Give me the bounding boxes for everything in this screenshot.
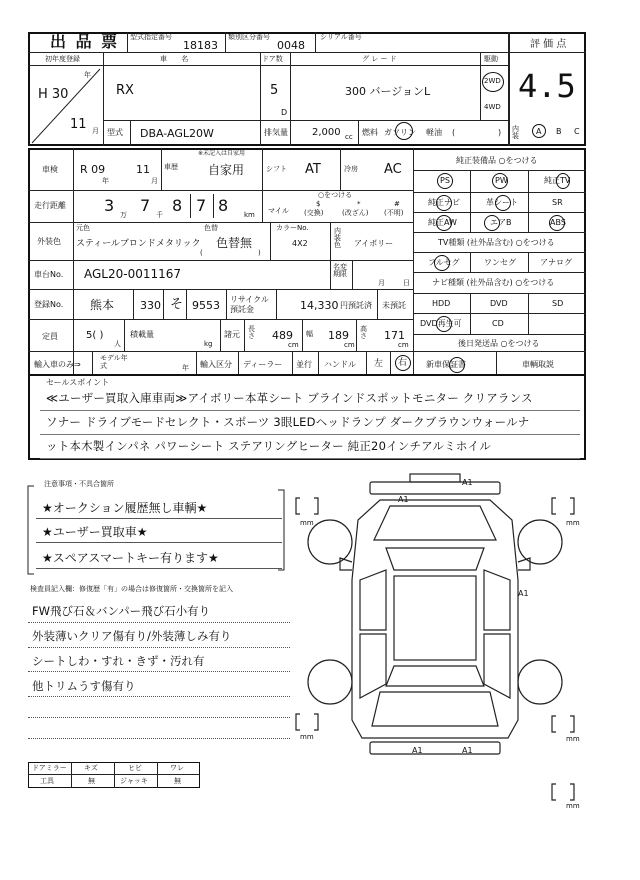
car-damage-diagram [290, 470, 596, 810]
interior-b: B [556, 127, 562, 136]
missing-r1: 工具 [40, 777, 54, 785]
grade: 300 バージョンL [345, 85, 431, 98]
inspector-line-2: 外装薄いクリア傷有り/外装薄しみ有り [32, 629, 232, 643]
recycle-unit: 円預託済 [340, 301, 372, 310]
mileage-mile: マイル [268, 207, 289, 215]
divider [28, 374, 586, 376]
equip-pw-circle [492, 173, 508, 189]
equip-leather: 革シート [486, 198, 518, 207]
capacity-unit: 人 [114, 340, 121, 348]
divider [92, 351, 93, 374]
interior-label: 内装 [512, 125, 519, 140]
len-label: 長さ [248, 325, 255, 340]
damage-mark: A1 [398, 495, 409, 504]
plate-kana: そ [170, 297, 184, 312]
missing-r2: 無 [88, 777, 95, 785]
model-year-unit: 年 [182, 364, 189, 372]
color-change: 色替無 [216, 236, 253, 250]
divider [40, 410, 580, 411]
equip-abs: ABS [550, 218, 566, 227]
tire-unit: mm [300, 733, 314, 741]
divider [528, 170, 529, 232]
divider [36, 568, 282, 569]
missing-h4: ワレ [170, 764, 184, 772]
color-orig-label: 元色 [76, 224, 90, 232]
mileage-d2: 7 [140, 196, 151, 215]
recycle: 14,330 [300, 299, 339, 312]
ac: AC [384, 162, 402, 177]
equip-leather-circle [495, 195, 511, 211]
divider [413, 212, 586, 213]
divider [28, 289, 413, 290]
fuel: ガソリン [384, 128, 416, 137]
recycle-unpaid: 未預託 [382, 301, 406, 310]
mileage-sen: 千 [156, 211, 163, 219]
tire-unit: mm [566, 735, 580, 743]
import-dealer: ディーラー [243, 360, 283, 369]
missing-h3: ヒビ [128, 764, 142, 772]
doors-suffix: D [281, 108, 288, 117]
divider [496, 351, 497, 374]
tv-full: フルセグ [428, 258, 460, 267]
model-year-label: モデル年式 [100, 354, 128, 371]
equip-abs-circle [549, 215, 565, 231]
navi-dvd: DVD [490, 299, 508, 308]
type-no: 18183 [183, 39, 218, 52]
divider [28, 222, 413, 223]
sales-line-2: ソナー ドライブモードセレクト・スポーツ 3眼LEDヘッドランプ ダークブラウンウォールナ [46, 415, 530, 429]
divider [196, 351, 197, 374]
handle-left: 左 [374, 359, 384, 369]
light-paren: ( [452, 128, 456, 137]
load-unit: kg [204, 340, 213, 348]
missing-r3: ジャッキ [120, 777, 148, 785]
divider [318, 351, 319, 374]
ac-label: 冷房 [344, 165, 358, 173]
sales-label: セールスポイント [46, 378, 110, 387]
mileage-d1: 3 [104, 196, 115, 215]
divider [133, 289, 134, 319]
divider [40, 434, 580, 435]
inspector-line-3: シートしわ・すれ・きず・汚れ有 [32, 654, 205, 668]
divider [302, 319, 303, 351]
dotted-line [28, 696, 290, 697]
divider [244, 319, 245, 351]
divider [186, 289, 187, 319]
chassis: AGL20-0011167 [84, 267, 182, 281]
divider [103, 120, 508, 121]
divider [161, 148, 162, 190]
divider [260, 52, 261, 146]
color-no: 4X2 [292, 239, 308, 248]
divider [270, 222, 271, 260]
grade-label: グ レ ー ド [362, 55, 397, 63]
sales-line-1: ≪ユーザー買取入庫車両≫アイボリー本革シート ブラインドスポットモニター クリアランス [46, 391, 533, 405]
divider [262, 190, 263, 222]
divider [413, 272, 586, 273]
plate-class: 330 [140, 299, 161, 312]
note-line-3: ★スペアスマートキー有ります★ [42, 551, 219, 565]
displacement-label: 排気量 [264, 128, 288, 137]
divider [340, 148, 341, 190]
score-label: 評 価 点 [530, 39, 567, 50]
handle-label: ハンドル [324, 360, 356, 369]
equip-tv-circle [556, 173, 570, 189]
missing-r4: 無 [174, 777, 181, 785]
equip-sr: SR [552, 198, 563, 207]
divider [114, 762, 115, 788]
send-header: 後日発送品 ○をつける [458, 339, 540, 348]
divider [124, 319, 125, 351]
equip-pw: PW [495, 176, 508, 185]
type-no-label: 型式指定番号 [130, 33, 172, 41]
color-label: 外装色 [37, 237, 61, 246]
divider [366, 351, 367, 374]
inspection-year: R 09 [80, 163, 106, 176]
divider [238, 351, 239, 374]
send-manual: 車輌取説 [522, 360, 554, 369]
tv-analog: アナログ [540, 258, 572, 267]
equip-ps: PS [440, 176, 450, 185]
len-unit: cm [288, 341, 299, 349]
doors-label: ドア数 [262, 55, 283, 63]
wid: 189 [328, 329, 349, 342]
divider [36, 542, 282, 543]
damage-mark: A1 [412, 746, 423, 755]
divider [40, 458, 580, 459]
interior-color: アイボリー [354, 239, 394, 248]
usage-label: 車歴 [164, 163, 178, 171]
divider [225, 32, 226, 52]
car-name-label: 車 名 [160, 55, 195, 63]
model-code-label: 型式 [107, 128, 123, 137]
divider [528, 252, 529, 272]
mileage-tamper: (改ざん) [342, 209, 369, 217]
mileage-man: 万 [120, 211, 127, 219]
note-line-1: ★オークション履歴無し車輌★ [42, 501, 208, 515]
tv-header: TV種類 (社外品含む) ○をつける [438, 238, 555, 247]
mileage-swap: (交換) [304, 209, 324, 217]
usage-note: ※未記入は自家用 [198, 150, 246, 157]
import-label: 輸入車のみ⇒ [34, 360, 81, 369]
divider [413, 313, 586, 314]
drive-2wd: 2WD [484, 77, 501, 85]
divider [377, 289, 378, 319]
wid-label: 幅 [306, 330, 313, 338]
sales-line-3: ット本木製インパネ パワーシート ステアリングヒーター 純正20インチアルミホイル [46, 439, 491, 453]
equip-navi-circle [436, 195, 452, 211]
divider [73, 148, 74, 374]
dotted-line [28, 738, 290, 739]
equip-aw-circle [436, 215, 452, 231]
hgt: 171 [384, 329, 405, 342]
equip-navi: 純正ナビ [428, 198, 460, 207]
divider [528, 293, 529, 334]
divider [28, 52, 586, 53]
damage-mark: A1 [518, 589, 529, 598]
mileage-unknown-sym: # [394, 200, 400, 208]
fuel-selected-circle [395, 122, 413, 140]
name-change-day: 日 [403, 279, 410, 287]
divider [413, 192, 586, 193]
car-name: RX [116, 83, 134, 98]
inspection-label: 車検 [42, 165, 58, 174]
equip-airbag-circle [484, 215, 500, 231]
divider [470, 170, 471, 232]
divider [413, 293, 586, 294]
send-warranty-circle [449, 357, 465, 373]
inspector-label: 検査員記入欄：修復歴「有」の場合は修復箇所・交換箇所を記入 [30, 585, 233, 593]
equip-aw: 純正AW [428, 218, 457, 227]
name-change-label: 名変期限 [333, 263, 347, 278]
missing-h1: ドアミラー [32, 764, 67, 772]
interior-a: A [536, 127, 542, 136]
inspection-year-unit: 年 [102, 177, 109, 185]
divider [480, 52, 481, 120]
first-reg-month: 11 [70, 117, 87, 132]
divider [352, 260, 353, 289]
divider [470, 252, 471, 272]
divider [290, 52, 291, 120]
light-paren-close: ) [498, 128, 502, 137]
equipment-header: 純正装備品 ○をつける [456, 156, 538, 165]
divider [290, 120, 291, 146]
dotted-line [28, 647, 290, 648]
displacement-unit: cc [345, 133, 353, 141]
fuel-label: 燃料 [362, 128, 378, 137]
form-title: 出 品 票 [50, 32, 120, 51]
displacement: 2,000 [312, 127, 341, 138]
divider [413, 334, 586, 335]
divider [220, 319, 221, 351]
note-line-2: ★ユーザー買取車★ [42, 525, 148, 539]
capacity: 5( ) [86, 330, 104, 341]
drive-4wd: 4WD [484, 103, 501, 111]
interior-color-label: 内装色 [334, 227, 341, 249]
inspection-month: 11 [136, 163, 150, 176]
navi-dvd-play: DVD再生可 [420, 319, 462, 328]
usage: 自家用 [208, 163, 245, 177]
divider [130, 120, 131, 146]
divider [190, 194, 191, 218]
damage-mark: A1 [462, 746, 473, 755]
import-parallel: 並行 [296, 360, 312, 369]
divider [358, 120, 359, 146]
year-unit: 年 [84, 71, 91, 79]
divider [413, 148, 414, 374]
mileage-circle-note: ○をつける [318, 191, 353, 199]
mileage-tamper-sym: * [357, 200, 361, 208]
load-label: 積載量 [130, 330, 154, 339]
first-reg-era: H 30 [38, 87, 69, 102]
dotted-line [28, 717, 290, 718]
equip-airbag: エアB [490, 218, 512, 227]
divider [508, 32, 510, 146]
divider [470, 293, 471, 334]
tv-one: ワンセグ [484, 258, 516, 267]
dims-label: 諸元 [224, 330, 240, 339]
divider [413, 252, 586, 253]
plate-region: 熊本 [90, 298, 115, 312]
handle-right: 右 [398, 358, 408, 368]
chassis-label: 車台No. [34, 270, 64, 279]
divider [292, 351, 293, 374]
hgt-label: 高さ [360, 325, 367, 340]
color-no-label: カラーNo. [276, 224, 309, 232]
shift: AT [305, 162, 321, 177]
mileage-d5: 8 [218, 196, 229, 215]
wid-unit: cm [344, 341, 355, 349]
divider [356, 319, 357, 351]
mileage-swap-sym: $ [316, 200, 321, 208]
len: 489 [272, 329, 293, 342]
import-cat-label: 輸入区分 [200, 360, 232, 369]
divider [157, 762, 158, 788]
divider [28, 351, 586, 352]
color-orig: スティールブロンドメタリック [76, 239, 201, 249]
tire-unit: mm [566, 519, 580, 527]
interior-c: C [574, 127, 580, 136]
plate-no: 9553 [192, 299, 220, 312]
model-code: DBA-AGL20W [140, 127, 214, 140]
class-no-label: 類別区分番号 [228, 33, 270, 41]
class-no: 0048 [277, 39, 305, 52]
plate-label: 登録No. [34, 300, 64, 309]
send-warranty: 新車保証書 [426, 360, 466, 369]
navi-header: ナビ種類 (社外品含む) ○をつける [432, 278, 555, 287]
inspection-month-unit: 月 [151, 177, 158, 185]
recycle-label: リサイクル預託金 [230, 295, 269, 314]
divider [28, 260, 413, 261]
divider [71, 762, 72, 788]
tv-full-circle [434, 255, 450, 271]
equip-ps-circle [437, 173, 453, 189]
divider [127, 32, 128, 52]
color-current-label: 色替 [204, 224, 218, 232]
divider [330, 222, 331, 289]
tire-unit: mm [566, 802, 580, 810]
month-unit: 月 [92, 127, 99, 135]
divider [413, 170, 586, 171]
navi-cd: CD [492, 319, 504, 328]
mileage-d3: 8 [172, 196, 183, 215]
color-paren-close: ) [258, 249, 261, 257]
mileage-unit: km [244, 211, 255, 219]
divider [226, 289, 227, 319]
navi-hdd: HDD [432, 299, 451, 308]
divider [103, 52, 104, 146]
notes-label: 注意事項・不具合箇所 [44, 480, 114, 488]
divider [276, 289, 277, 319]
divider [413, 232, 586, 233]
name-change-month: 月 [378, 279, 385, 287]
divider [28, 190, 413, 191]
divider [213, 194, 214, 218]
divider [315, 32, 316, 52]
equip-tv: 純正TV [544, 176, 571, 185]
capacity-label: 定員 [42, 332, 58, 341]
inspector-line-4: 他トリムうす傷有り [32, 679, 136, 693]
divider [36, 518, 282, 519]
dotted-line [28, 622, 290, 623]
mileage-label: 走行距離 [34, 201, 66, 210]
navi-dvd-play-circle [436, 316, 452, 332]
divider [390, 351, 391, 374]
inspector-line-1: FW飛び石＆バンパー飛び石小有り [32, 604, 211, 618]
divider [262, 148, 263, 190]
hgt-unit: cm [398, 341, 409, 349]
tire-unit: mm [300, 519, 314, 527]
mileage-unknown: (不明) [384, 209, 404, 217]
divider [163, 289, 164, 319]
first-reg-label: 初年度登録 [45, 55, 80, 63]
drive-label: 駆動 [484, 55, 498, 63]
score-value: 4.5 [518, 67, 576, 105]
serial-label: シリアル番号 [320, 33, 362, 41]
doors: 5 [270, 83, 279, 98]
light-label: 軽油 [426, 128, 442, 137]
shift-label: シフト [266, 165, 287, 173]
mileage-d4: 7 [196, 196, 207, 215]
missing-h2: キズ [84, 764, 98, 772]
navi-sd: SD [552, 299, 564, 308]
dotted-line [28, 671, 290, 672]
damage-mark: A1 [462, 478, 473, 487]
color-paren-open: ( [200, 249, 203, 257]
